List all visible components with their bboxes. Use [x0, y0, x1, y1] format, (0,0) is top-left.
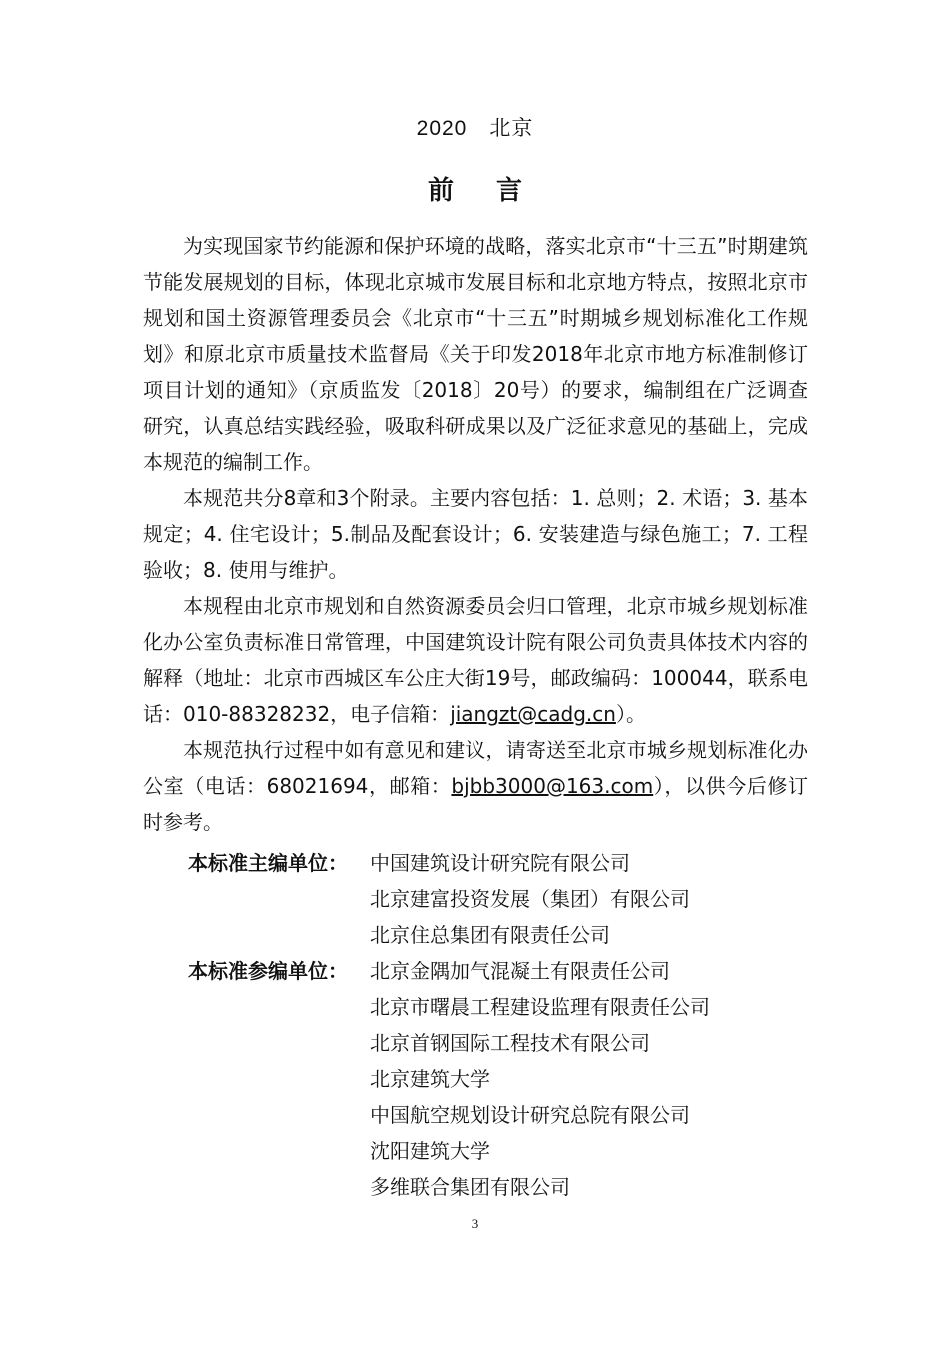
management-email-link[interactable]: jiangzt@cadg.cn: [450, 702, 616, 726]
unit-item: 北京金隅加气混凝土有限责任公司: [370, 959, 670, 983]
participant-label: 本标准参编单位：: [188, 959, 348, 983]
unit-item: 北京首钢国际工程技术有限公司: [370, 1031, 650, 1055]
page-number: 3: [471, 1216, 479, 1231]
management-text: 本规程由北京市规划和自然资源委员会归口管理，北京市城乡规划标准化办公室负责标准日常管理，中国建筑设计院有限公司负责具体技术内容的解释（地址：北京市西城区车公庄大街19号，邮政编码：100044，联系电话：010-88328232，电子信箱：: [143, 594, 808, 726]
feedback-text: 本规范执行过程中如有意见和建议，请寄送至北京市城乡规划标准化办公室（电话：68021694，邮箱：: [143, 738, 808, 798]
feedback-text-end: ），以供今后修订时参考。: [143, 774, 809, 834]
paragraph-feedback: [143, 732, 808, 840]
page-header: [0, 112, 950, 142]
chief-editor-units: [188, 845, 710, 953]
unit-item: 沈阳建筑大学: [370, 1139, 490, 1163]
participant-units: [188, 953, 710, 1205]
unit-item: 北京住总集团有限责任公司: [370, 923, 610, 947]
paragraph-contents: 本规范共分8章和3个附录。主要内容包括：1. 总则；2. 术语；3. 基本规定；4. 住宅设计；5.制品及配套设计；6. 安装建造与绿色施工；7. 工程验收；8. 使用与维护。: [143, 486, 808, 582]
unit-item: 北京建富投资发展（集团）有限公司: [370, 887, 690, 911]
unit-item: 北京建筑大学: [370, 1067, 490, 1091]
chief-editor-list: [370, 845, 690, 953]
unit-item: 中国航空规划设计研究总院有限公司: [370, 1103, 690, 1127]
feedback-email-link[interactable]: bjbb3000@163.com: [451, 774, 654, 798]
paragraph-management: [143, 588, 808, 732]
header-city: 北京: [489, 117, 534, 140]
unit-item: 多维联合集团有限公司: [370, 1175, 570, 1199]
unit-item: 北京市曙晨工程建设监理有限责任公司: [370, 995, 710, 1019]
preface-body: [143, 228, 808, 840]
paragraph-purpose: 为实现国家节约能源和保护环境的战略，落实北京市“十三五”时期建筑节能发展规划的目标，体现北京城市发展目标和北京地方特点，按照北京市规划和国土资源管理委员会《北京市“十三五”时期城乡规划标准化工作规划》和原北京市质量技术监督局《关于印发2018年北京市地方标准制修订项目计划的通知》（京质监发〔2018〕20号）的要求，编制组在广泛调查研究，认真总结实践经验，吸取科研成果以及广泛征求意见的基础上，完成本规范的编制工作。: [143, 234, 808, 474]
editing-units: [188, 845, 710, 1205]
management-text-end: ）。: [615, 702, 646, 726]
participant-list: [370, 953, 710, 1205]
header-year: 2020: [416, 117, 468, 140]
chief-editor-label: 本标准主编单位：: [188, 851, 348, 875]
page-title: 前言: [427, 176, 564, 206]
unit-item: 中国建筑设计研究院有限公司: [370, 851, 630, 875]
